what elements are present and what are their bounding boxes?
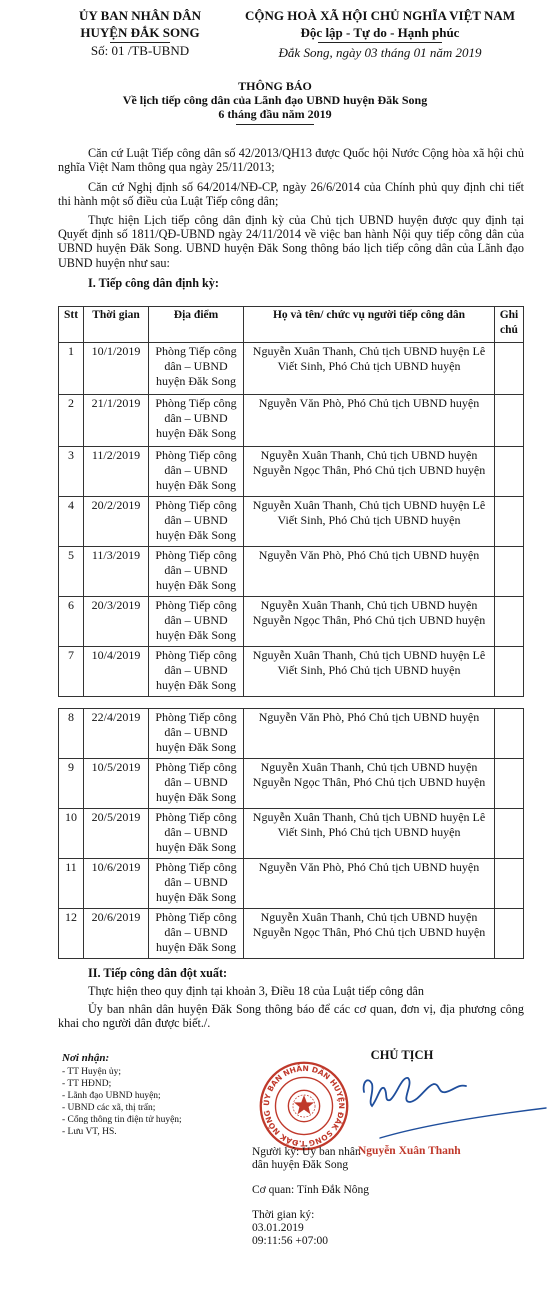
row-date: 22/4/2019	[84, 709, 149, 759]
org-district: HUYỆN ĐẮK SONG	[80, 25, 200, 40]
row-stt: 7	[59, 647, 84, 697]
row-person: Nguyễn Văn Phò, Phó Chủ tịch UBND huyện	[244, 859, 495, 909]
digital-time-label: Thời gian ký:	[252, 1209, 315, 1221]
row-place: Phòng Tiếp công dân – UBND huyện Đăk Song	[149, 647, 244, 697]
col-note: Ghi chú	[495, 307, 524, 343]
row-stt: 3	[59, 447, 84, 497]
row-note	[495, 759, 524, 809]
row-place: Phòng Tiếp công dân – UBND huyện Đăk Song	[149, 597, 244, 647]
closing-text: Ủy ban nhân dân huyện Đăk Song thông báo để các cơ quan, đơn vị, địa phương công khai cho người dân được biết./.	[58, 1002, 524, 1031]
section-1-heading: I. Tiếp công dân định kỳ:	[88, 276, 219, 290]
row-date: 20/2/2019	[84, 497, 149, 547]
schedule-table-part2	[58, 708, 524, 959]
table-row	[59, 395, 524, 447]
table-row	[59, 909, 524, 959]
row-date: 21/1/2019	[84, 395, 149, 447]
table-row	[59, 547, 524, 597]
col-time: Thời gian	[84, 307, 149, 343]
digital-agency: Cơ quan: Tỉnh Đắk Nông	[252, 1184, 370, 1196]
col-stt: Stt	[59, 307, 84, 343]
row-place: Phòng Tiếp công dân – UBND huyện Đăk Song	[149, 709, 244, 759]
row-stt: 4	[59, 497, 84, 547]
row-place: Phòng Tiếp công dân – UBND huyện Đăk Song	[149, 343, 244, 395]
table-row	[59, 647, 524, 697]
row-date: 11/2/2019	[84, 447, 149, 497]
table-row	[59, 497, 524, 547]
row-place: Phòng Tiếp công dân – UBND huyện Đăk Song	[149, 447, 244, 497]
signer-role: CHỦ TỊCH	[370, 1048, 434, 1062]
row-note	[495, 497, 524, 547]
nation-title: CỘNG HOÀ XÃ HỘI CHỦ NGHĨA VIỆT NAM	[244, 8, 516, 23]
row-person: Nguyễn Xuân Thanh, Chủ tịch UBND huyện Nguyễn Ngọc Thân, Phó Chủ tịch UBND huyện	[244, 759, 495, 809]
row-person: Nguyễn Xuân Thanh, Chủ tịch UBND huyện Lê Viết Sinh, Phó Chủ tịch UBND huyện	[244, 809, 495, 859]
recipient-item: - TT Huyện ủy;	[62, 1067, 122, 1077]
recipient-item: - Lưu VT, HS.	[62, 1127, 117, 1137]
digital-date: 03.01.2019	[252, 1222, 304, 1234]
notice-title: THÔNG BÁO	[238, 79, 312, 93]
title-underline	[236, 124, 314, 125]
row-note	[495, 547, 524, 597]
notice-subject: Về lịch tiếp công dân của Lãnh đạo UBND huyện Đăk Song	[122, 93, 428, 107]
notice-period: 6 tháng đầu năm 2019	[218, 107, 332, 121]
row-person: Nguyễn Văn Phò, Phó Chủ tịch UBND huyện	[244, 395, 495, 447]
recipients-list	[62, 1066, 262, 1138]
schedule-table-part1	[58, 306, 524, 697]
row-date: 20/5/2019	[84, 809, 149, 859]
row-person: Nguyễn Xuân Thanh, Chủ tịch UBND huyện Lê Viết Sinh, Phó Chủ tịch UBND huyện	[244, 343, 495, 395]
handwritten-signature	[350, 1062, 550, 1152]
row-person: Nguyễn Xuân Thanh, Chủ tịch UBND huyện Lê Viết Sinh, Phó Chủ tịch UBND huyện	[244, 647, 495, 697]
row-note	[495, 647, 524, 697]
recipient-item: - Cổng thông tin điện tử huyện;	[62, 1115, 182, 1125]
table-row	[59, 597, 524, 647]
row-stt: 2	[59, 395, 84, 447]
implementation-note: Thực hiện Lịch tiếp công dân định kỳ của Chủ tịch UBND huyện được quy định tại Quyết định số 1811/QĐ-UBND ngày 24/11/2014 về việc ban hành Nội quy tiếp công dân của UBND huyện Đăk Song. UBND huyện Đăk Song thông báo lịch tiếp công dân của Lãnh đạo UBND huyện như sau:	[58, 213, 524, 270]
table-row	[59, 759, 524, 809]
recipient-item: - UBND các xã, thị trấn;	[62, 1103, 156, 1113]
row-date: 20/6/2019	[84, 909, 149, 959]
digital-time: 09:11:56 +07:00	[252, 1235, 329, 1247]
row-note	[495, 447, 524, 497]
row-stt: 5	[59, 547, 84, 597]
row-place: Phòng Tiếp công dân – UBND huyện Đăk Song	[149, 759, 244, 809]
recipient-item: - TT HĐND;	[62, 1079, 112, 1089]
col-place: Địa điểm	[149, 307, 244, 343]
org-name: ỦY BAN NHÂN DÂN	[79, 8, 201, 23]
row-note	[495, 909, 524, 959]
row-note	[495, 395, 524, 447]
legal-basis-2: Căn cứ Nghị định số 64/2014/NĐ-CP, ngày 26/6/2014 của Chính phủ quy định chi tiết thi hành một số điều của Luật Tiếp công dân;	[58, 180, 524, 209]
table-row	[59, 447, 524, 497]
row-date: 10/6/2019	[84, 859, 149, 909]
digital-signer: Người ký: Ủy ban nhân dân huyện Đăk Song	[252, 1146, 361, 1171]
row-date: 11/3/2019	[84, 547, 149, 597]
row-note	[495, 809, 524, 859]
row-stt: 9	[59, 759, 84, 809]
table-header-row	[59, 307, 524, 343]
row-note	[495, 343, 524, 395]
row-note	[495, 709, 524, 759]
place-date: Đắk Song, ngày 03 tháng 01 năm 2019	[278, 45, 482, 60]
row-stt: 11	[59, 859, 84, 909]
row-person: Nguyễn Xuân Thanh, Chủ tịch UBND huyện Lê Viết Sinh, Phó Chủ tịch UBND huyện	[244, 497, 495, 547]
table-row	[59, 709, 524, 759]
row-note	[495, 859, 524, 909]
table-row	[59, 343, 524, 395]
table-row	[59, 859, 524, 909]
section-2-heading: II. Tiếp công dân đột xuất:	[88, 966, 228, 980]
row-note	[495, 597, 524, 647]
row-place: Phòng Tiếp công dân – UBND huyện Đăk Song	[149, 859, 244, 909]
row-person: Nguyễn Xuân Thanh, Chủ tịch UBND huyện Nguyễn Ngọc Thân, Phó Chủ tịch UBND huyện	[244, 909, 495, 959]
signer-name: Nguyễn Xuân Thanh	[358, 1145, 461, 1157]
row-stt: 8	[59, 709, 84, 759]
table-row	[59, 809, 524, 859]
row-stt: 12	[59, 909, 84, 959]
row-date: 10/5/2019	[84, 759, 149, 809]
row-date: 10/4/2019	[84, 647, 149, 697]
row-person: Nguyễn Văn Phò, Phó Chủ tịch UBND huyện	[244, 709, 495, 759]
national-emblem	[288, 1090, 319, 1121]
recipients-title: Nơi nhận:	[62, 1052, 110, 1064]
row-place: Phòng Tiếp công dân – UBND huyện Đăk Song	[149, 547, 244, 597]
doc-number: Số: 01 /TB-UBND	[90, 43, 190, 58]
svg-text:ỦY BAN NHÂN DÂN HUYỆN ĐẮK SONG: ỦY BAN NHÂN DÂN HUYỆN ĐẮK SONG T.ĐẮK NÔNG	[261, 1063, 346, 1148]
row-stt: 10	[59, 809, 84, 859]
official-stamp	[258, 1060, 350, 1152]
row-place: Phòng Tiếp công dân – UBND huyện Đăk Song	[149, 809, 244, 859]
section-2-text: Thực hiện theo quy định tại khoản 3, Điều 18 của Luật tiếp công dân	[88, 984, 424, 998]
col-person: Họ và tên/ chức vụ người tiếp công dân	[244, 307, 495, 343]
row-place: Phòng Tiếp công dân – UBND huyện Đăk Song	[149, 497, 244, 547]
row-stt: 1	[59, 343, 84, 395]
row-person: Nguyễn Văn Phò, Phó Chủ tịch UBND huyện	[244, 547, 495, 597]
header-underline-right	[318, 42, 442, 43]
row-date: 10/1/2019	[84, 343, 149, 395]
row-stt: 6	[59, 597, 84, 647]
row-person: Nguyễn Xuân Thanh, Chủ tịch UBND huyện Nguyễn Ngọc Thân, Phó Chủ tịch UBND huyện	[244, 597, 495, 647]
legal-basis-1: Căn cứ Luật Tiếp công dân số 42/2013/QH13 được Quốc hội Nước Cộng hòa xã hội chủ nghĩa Việt Nam thông qua ngày 25/11/2013;	[58, 146, 524, 175]
row-date: 20/3/2019	[84, 597, 149, 647]
row-place: Phòng Tiếp công dân – UBND huyện Đăk Song	[149, 909, 244, 959]
row-person: Nguyễn Xuân Thanh, Chủ tịch UBND huyện Nguyễn Ngọc Thân, Phó Chủ tịch UBND huyện	[244, 447, 495, 497]
motto: Độc lập - Tự do - Hạnh phúc	[300, 25, 460, 40]
row-place: Phòng Tiếp công dân – UBND huyện Đăk Song	[149, 395, 244, 447]
recipient-item: - Lãnh đạo UBND huyện;	[62, 1091, 161, 1101]
